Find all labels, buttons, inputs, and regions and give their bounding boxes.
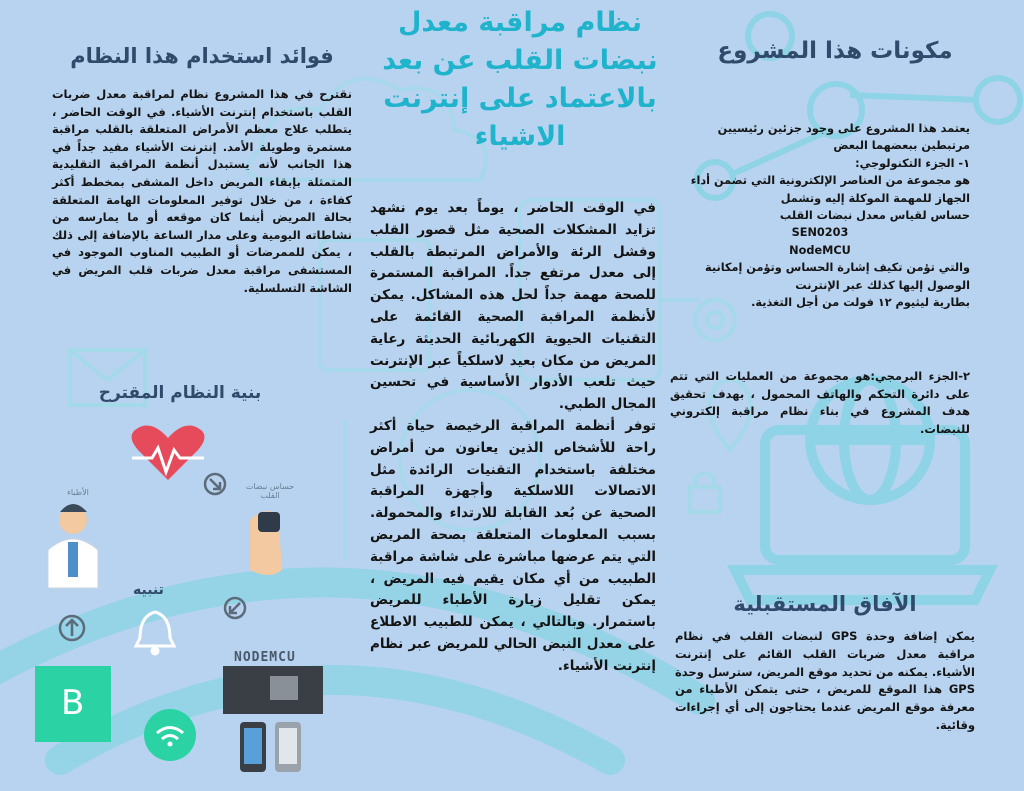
components-line: الجهاز للمهمة الموكلة إليه وتشمل <box>780 191 970 205</box>
components-line: حساس لقياس معدل نبضات القلب <box>779 209 970 223</box>
alert-label: تنبيه <box>133 582 164 598</box>
intro-paragraph: في الوقت الحاضر ، يوماً بعد يوم نشهد تزايد المشكلات الصحية مثل قصور القلب وفشل الرئة والأمراض المرتبطة بالقلب إلى معدل مرتفع جداً. المراقبة المستمرة للصحة مهمة جداً لحل هذه المشاكل. يمكن لأنظمة المراقبة الصحية القائمة على التقنيات الحيوية الكهربائية الحديثة رعاية المريض من مكان بعيد لاسلكياً عبر الإنترنت حيث تلعب الأدوار الأساسية في تحسين المجال الطبي. <box>370 200 656 413</box>
future-text: يمكن إضافة وحدة GPS لنبضات القلب في نظام مراقبة معدل ضربات القلب القائم على إنترنت الأشياء. يمكنه من تحديد موقع المريض، سترسل وحدة GPS هذا الموقع للمريض ، حتى يتمكن الأطباء من معرفة موقع المريض عندما يحتاجون إلى أي إجراءات وقائية. <box>675 629 976 732</box>
components-section <box>680 38 990 64</box>
components-text <box>670 120 970 311</box>
main-title: نظام مراقبة معدل نبضات القلب عن بعد بالاعتماد على إنترنت الاشياء <box>382 7 658 152</box>
architecture-diagram <box>20 420 350 780</box>
components-line: هو مجموعة من العناصر الإلكترونية التي تضمن أداء <box>690 174 970 188</box>
heart-icon <box>132 426 205 480</box>
components-line: والتي تؤمن تكيف إشارة الحساس وتؤمن إمكانية <box>704 261 970 275</box>
future-section <box>675 592 975 735</box>
blynk-letter: B <box>61 683 85 723</box>
components-line: بطارية ليثيوم ١٢ فولت من أجل التغذية. <box>751 296 970 310</box>
components-line: يعتمد هذا المشروع على وجود جزئين رئيسيين <box>717 122 970 135</box>
arrow-down-right-icon <box>205 474 225 494</box>
components-line: NodeMCU <box>789 243 851 257</box>
nodemcu-board-icon <box>223 666 323 714</box>
future-title: الآفاق المستقبلية <box>733 592 917 616</box>
bell-icon <box>136 612 174 654</box>
arrow-down-left-icon <box>225 598 245 618</box>
software-part-section <box>670 368 970 438</box>
software-part-text: ٢-الجزء البرمجي:هو مجموعة من العمليات التي تتم على دائرة التحكم والهاتف المحمول ، بهدف تحقيق هدف المشروع في بناء نظام مراقبة إلكتروني للنبضات. <box>670 369 970 436</box>
components-line: ١- الجزء التكنولوجي: <box>855 156 970 170</box>
main-section <box>378 4 662 156</box>
main-body <box>370 198 656 678</box>
doctors-label: الأطباء <box>67 488 89 497</box>
components-line: مرتبطين ببعضهما البعض <box>833 139 970 153</box>
sensor-label: حساس نبضات القلب <box>245 482 295 500</box>
phone-icon <box>240 722 301 772</box>
padlock-icon <box>690 473 720 512</box>
benefits-text: نقترح في هذا المشروع نظام لمراقبة معدل ضربات القلب باستخدام إنترنت الأشياء. في الوقت الحاضر ، يتطلب علاج معظم الأمراض المتعلقة بالقلب مراقبة مستمرة وطويلة الأمد. إنترنت الأشياء مفيد جداً في هذا الجانب لأنه يستبدل أنظمة المراقبة التقليدية المتمثلة بإبقاء المريض داخل المشفى بمخطط أكثر كفاءة ، من خلال توفير المعلومات الهامة المتعلقة بحالة المريض أينما كان موقعه أو ما يمارسه من نشاطاته اليومية وعلى مدار الساعة بالإضافة إلى ذلك ، يمكن للممرضات أو الطبيب المناوب الموجود في المستشفى مراقبة معدل ضربات قلب المريض في الشاشة التسلسلية. <box>52 87 352 295</box>
nodemcu-label: NODEMCU <box>234 650 296 665</box>
components-line: SEN0203 <box>791 226 849 240</box>
sensor-finger-icon <box>250 511 282 575</box>
second-paragraph: توفر أنظمة المراقبة الرخيصة حياة أكثر راحة للأشخاص الذين يعانون من أمراض مختلفة باستخدام التقنيات الرائدة مثل الاتصالات اللاسلكية وأجهزة المراقبة الصحية عن بُعد القابلة للارتداء والمحمولة. بسبب المعلومات المتعلقة بصحة المريض التي يتم عرضها مباشرة على شاشة مراقبة الطبيب من أي مكان يقيم فيه المريض ، يمكن تقليل زيارة الأطباء للمريض باستمرار. وبالتالي ، يمكن للطبيب الاطلاع على معدل النبض الحالي للمريض عبر نظام إنترنت الأشياء. <box>370 417 656 674</box>
architecture-title-wrap <box>60 383 300 403</box>
wifi-icon <box>144 709 196 761</box>
components-line: الوصول إليها كذلك عبر الإنترنت <box>795 278 970 292</box>
benefits-section <box>52 44 352 297</box>
doctor-icon <box>48 504 98 588</box>
arrow-up-icon <box>60 616 84 640</box>
benefits-title: فوائد استخدام هذا النظام <box>70 44 334 68</box>
architecture-title: بنية النظام المقترح <box>98 383 262 403</box>
components-title: مكونات هذا المشروع <box>717 38 953 64</box>
